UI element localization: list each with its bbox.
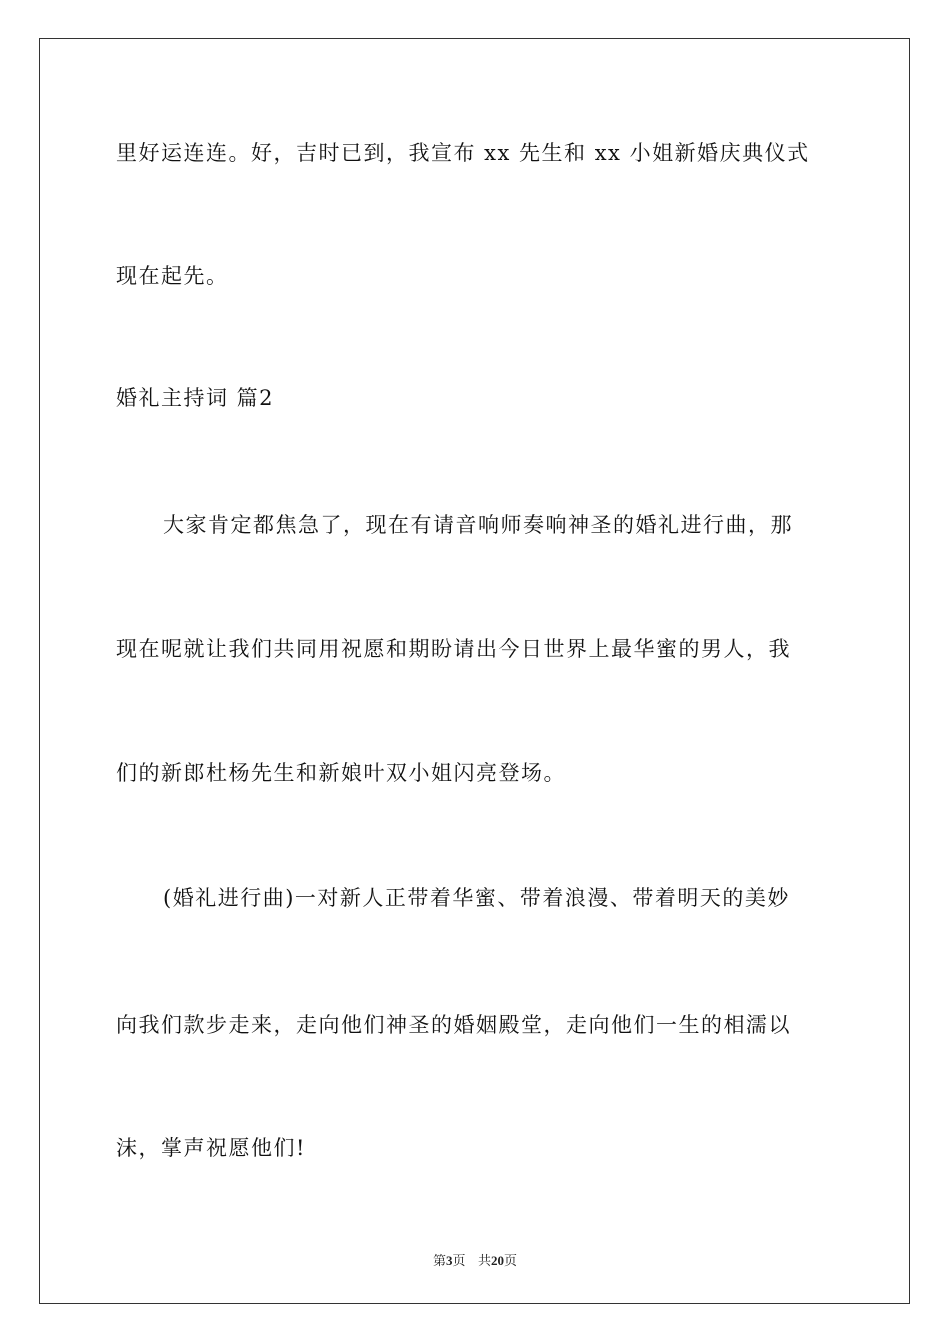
page-footer — [0, 1250, 950, 1269]
page-border — [39, 38, 910, 1304]
body-line-3: 大家肯定都焦急了，现在有请音响师奏响神圣的婚礼进行曲，那 — [163, 513, 793, 537]
body-line-5: 们的新郎杜杨先生和新娘叶双小姐闪亮登场。 — [116, 761, 566, 785]
body-line-8: 沫，掌声祝愿他们! — [116, 1136, 306, 1160]
total-suffix: 页 — [503, 1253, 517, 1268]
section-heading: 婚礼主持词 篇2 — [116, 386, 275, 410]
body-line-2: 现在起先。 — [116, 264, 229, 288]
total-prefix: 共 — [477, 1253, 491, 1268]
body-line-1: 里好运连连。好，吉时已到，我宣布 xx 先生和 xx 小姐新婚庆典仪式 — [116, 141, 810, 165]
page-prefix: 第 — [433, 1253, 447, 1268]
body-line-6: (婚礼进行曲)一对新人正带着华蜜、带着浪漫、带着明天的美妙 — [163, 886, 790, 910]
current-page-number: 3 — [446, 1253, 453, 1268]
body-line-4: 现在呢就让我们共同用祝愿和期盼请出今日世界上最华蜜的男人，我 — [116, 637, 791, 661]
page-suffix: 页 — [452, 1253, 466, 1268]
body-line-7: 向我们款步走来，走向他们神圣的婚姻殿堂，走向他们一生的相濡以 — [116, 1013, 791, 1037]
total-page-count: 20 — [490, 1253, 504, 1268]
